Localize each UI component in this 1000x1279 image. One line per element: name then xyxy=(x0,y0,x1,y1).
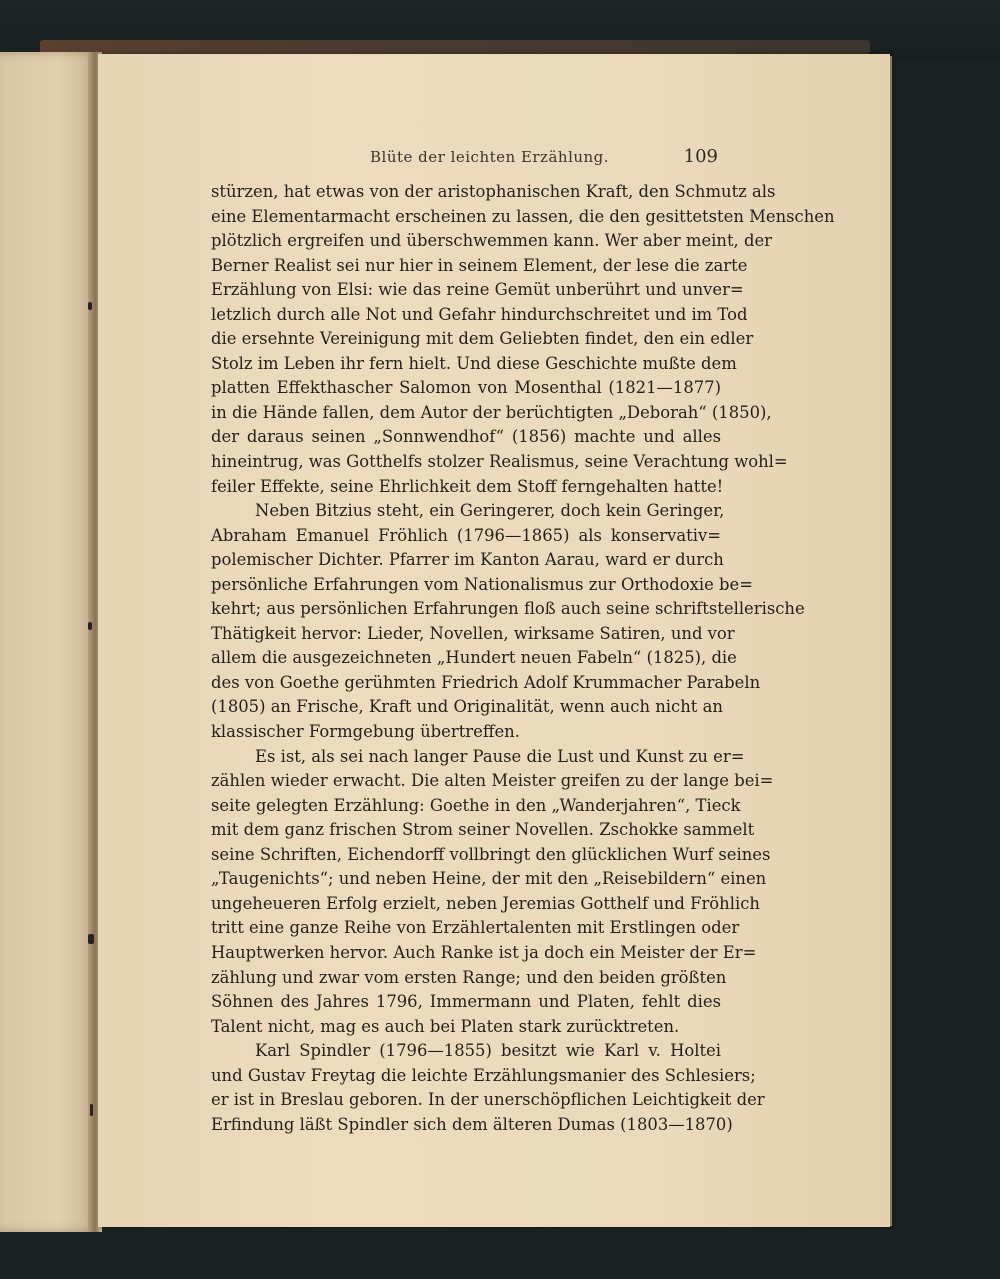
text-line: ungeheueren Erfolg erzielt, neben Jeremias Gotthelf und Fröhlich xyxy=(211,893,760,913)
text-line: Erfindung läßt Spindler sich dem älteren Dumas (1803—1870) xyxy=(211,1114,733,1134)
text-line: persönliche Erfahrungen vom Nationalismus zur Orthodoxie be= xyxy=(211,574,753,594)
margin-mark xyxy=(88,622,92,630)
page-header xyxy=(210,146,720,172)
text-line: feiler Effekte, seine Ehrlichkeit dem Stoff ferngehalten hatte! xyxy=(211,476,724,496)
text-line: Abraham Emanuel Fröhlich (1796—1865) als konservativ= xyxy=(211,525,721,545)
margin-mark xyxy=(88,302,92,310)
text-line: der daraus seinen „Sonnwendhof“ (1856) machte und alles xyxy=(211,427,721,447)
margin-mark xyxy=(90,1104,93,1116)
text-line: seite gelegten Erzählung: Goethe in den „Wanderjahren“, Tieck xyxy=(211,795,741,815)
text-line: plötzlich ergreifen und überschwemmen kann. Wer aber meint, der xyxy=(211,231,772,251)
running-title: Blüte der leichten Erzählung. xyxy=(370,148,610,166)
margin-mark xyxy=(88,934,94,944)
left-page-fragment xyxy=(0,52,98,1232)
text-line: mit dem ganz frischen Strom seiner Novellen. Zschokke sammelt xyxy=(211,820,755,840)
text-line: Talent nicht, mag es auch bei Platen stark zurücktreten. xyxy=(211,1016,680,1036)
text-line: zählen wieder erwacht. Die alten Meister greifen zu der lange bei= xyxy=(211,771,774,791)
text-line: platten Effekthascher Salomon von Mosenthal (1821—1877) xyxy=(211,378,721,398)
text-line: er ist in Breslau geboren. In der unerschöpflichen Leichtigkeit der xyxy=(211,1090,765,1110)
text-line: Berner Realist sei nur hier in seinem Element, der lese die zarte xyxy=(211,255,748,275)
text-line: des von Goethe gerühmten Friedrich Adolf Krummacher Parabeln xyxy=(211,672,761,692)
text-line: hineintrug, was Gotthelfs stolzer Realismus, seine Verachtung wohl= xyxy=(211,452,788,472)
book-cover-edge xyxy=(40,40,870,54)
text-line: seine Schriften, Eichendorff vollbringt den glücklichen Wurf seines xyxy=(211,844,771,864)
text-line: „Taugenichts“; und neben Heine, der mit den „Reisebildern“ einen xyxy=(211,869,767,889)
text-line: allem die ausgezeichneten „Hundert neuen Fabeln“ (1825), die xyxy=(211,648,737,668)
text-line: Erzählung von Elsi: wie das reine Gemüt unberührt und unver= xyxy=(211,280,744,300)
body-text xyxy=(211,180,835,1137)
text-line: Hauptwerken hervor. Auch Ranke ist ja doch ein Meister der Er= xyxy=(211,942,757,962)
page-number: 109 xyxy=(683,146,718,167)
text-line: klassischer Formgebung übertreffen. xyxy=(211,722,520,742)
text-line: und Gustav Freytag die leichte Erzählungsmanier des Schlesiers; xyxy=(211,1065,756,1085)
text-line: (1805) an Frische, Kraft und Originalität, wenn auch nicht an xyxy=(211,697,723,717)
text-line: polemischer Dichter. Pfarrer im Kanton Aarau, ward er durch xyxy=(211,550,724,570)
text-line: in die Hände fallen, dem Autor der berüchtigten „Deborah“ (1850), xyxy=(211,402,772,422)
text-line: kehrt; aus persönlichen Erfahrungen floß auch seine schriftstellerische xyxy=(211,599,805,619)
text-line: Karl Spindler (1796—1855) besitzt wie Karl v. Holtei xyxy=(255,1041,721,1061)
text-line: eine Elementarmacht erscheinen zu lassen, die den gesittetsten Menschen xyxy=(211,206,835,226)
text-line: Söhnen des Jahres 1796, Immermann und Platen, fehlt dies xyxy=(211,992,721,1012)
text-line: stürzen, hat etwas von der aristophanischen Kraft, den Schmutz als xyxy=(211,182,776,201)
text-line: letzlich durch alle Not und Gefahr hindurchschreitet und im Tod xyxy=(211,304,748,324)
text-line: tritt eine ganze Reihe von Erzählertalenten mit Erstlingen oder xyxy=(211,918,740,938)
text-line: Thätigkeit hervor: Lieder, Novellen, wirksame Satiren, und vor xyxy=(211,623,735,643)
text-line: zählung und zwar vom ersten Range; und den beiden größten xyxy=(211,967,727,987)
text-line: Neben Bitzius steht, ein Geringerer, doch kein Geringer, xyxy=(255,501,725,521)
text-line: Stolz im Leben ihr fern hielt. Und diese Geschichte mußte dem xyxy=(211,353,737,373)
text-line: die ersehnte Vereinigung mit dem Geliebten findet, den ein edler xyxy=(211,329,754,349)
text-line: Es ist, als sei nach langer Pause die Lust und Kunst zu er= xyxy=(255,746,745,766)
